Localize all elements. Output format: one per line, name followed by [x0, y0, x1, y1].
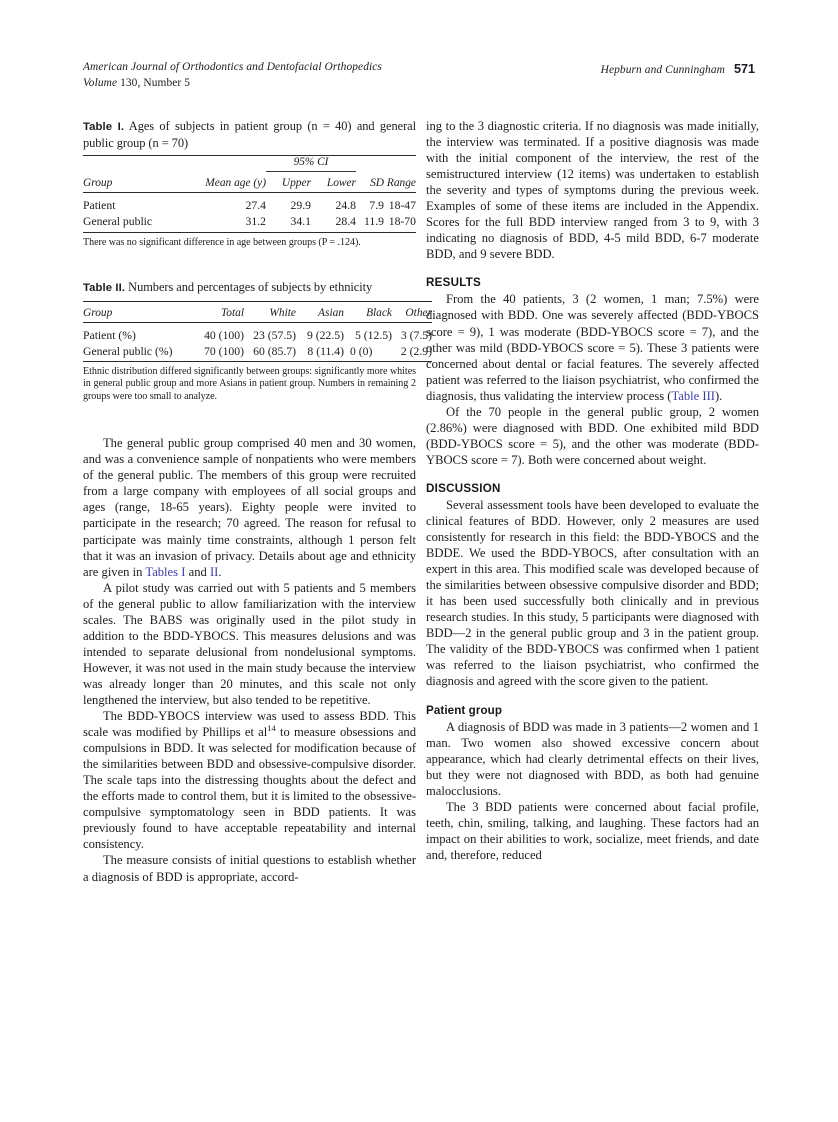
table-2-col-white: White — [244, 301, 296, 322]
table-1-col-sd: SD — [356, 172, 384, 193]
running-head-right — [601, 60, 755, 78]
right-column-text — [426, 118, 759, 863]
page-number: 571 — [733, 62, 755, 76]
table-2-r0-c3: 9 (22.5) — [306, 328, 344, 342]
table-2-r0-c2: 23 (57.5) — [253, 328, 296, 342]
table-row — [83, 193, 416, 213]
paragraph-bdd-ybocs-interview: The BDD-YBOCS interview was used to assess BDD. This scale was modified by Phillips et al$^{14}$ to measure obsessions and compulsions in BDD. It was selected for modification because of the similarities between BDD and obsessive-compulsive disorder. The scale taps into the distressing thoughts about the defect and the efforts made to control them, but it is limited to the obsessive-compulsive symptomatology seen in BDD patients. It was previously found to have acceptable repeatability and internal consistency. — [83, 709, 416, 852]
paragraph-patient-group-diagnosis: A diagnosis of BDD was made in 3 patients—2 women and 1 man. Two women also showed excessive concern about appearance, which had clearly detrimental effects on their lives, but they were not diagnosed with BDD, as both had genuine malocclusions. — [426, 719, 759, 798]
table-2-r1-c2: 60 (85.7) — [244, 342, 296, 362]
table-2-label: Table II. — [83, 282, 126, 295]
table-1 — [83, 155, 416, 233]
running-head — [83, 60, 755, 94]
table-2-block — [83, 279, 432, 403]
table-xref-link[interactable]: Tables I — [145, 564, 186, 579]
journal-title: American Journal of Orthodontics and Dentofacial Orthopedics — [83, 61, 382, 73]
table-2-caption — [83, 279, 416, 296]
article-authors: Hepburn and Cunningham — [600, 64, 725, 76]
table-1-r1-c5: 18-70 — [384, 212, 416, 232]
table-2-r0-c5: 3 (7.5) — [400, 328, 432, 342]
table-1-span-row — [83, 156, 416, 170]
heading-results: RESULTS — [426, 276, 481, 290]
table-1-col-lower: Lower — [311, 172, 356, 193]
table-2-note: Ethnic distribution differed significantly between groups: significantly more whites in general public group and more Asians in patient group. Numbers in remaining 2 groups were too small to analyze. — [83, 366, 416, 402]
table-2-r0-c4: 5 (12.5) — [354, 328, 392, 342]
running-head-left — [83, 60, 382, 91]
table-1-caption — [83, 118, 416, 151]
table-1-r0-c4: 7.9 — [369, 199, 384, 213]
table-1-note: There was no significant difference in age between groups (P = .124). — [83, 236, 361, 248]
table-1-r0-c1: 27.4 — [245, 199, 266, 213]
table-2-col-total: Total — [196, 301, 244, 322]
table-row — [83, 212, 416, 232]
table-1-r0-c3: 24.8 — [335, 199, 356, 213]
table-2-header-row — [83, 301, 432, 322]
table-1-r1-c0: General public — [83, 212, 183, 232]
volume-line: Volume 130, Number 5 — [83, 76, 191, 89]
heading-patient-group: Patient group — [426, 703, 503, 717]
table-1-col-upper: Upper — [266, 172, 311, 193]
table-1-caption-text: Ages of subjects in patient group (n = 40) and general public group (n = 70) — [83, 119, 416, 151]
table-xref-link[interactable]: Table III — [671, 388, 715, 403]
paragraph-discussion-assessment-tools: Several assessment tools have been developed to evaluate the clinical features of BDD. However, only 2 measures are used consistently for research in this field: the BDD-YBOCS and the BDDE. We used the BDD-YBOCS, after consultation with an expert in this area. This modified scale was developed because of the similarities between obsessive compulsive disorder and BDD; it has been used successfully both clinically and in previous research studies. In this study, 5 participants were diagnosed with BDD—2 in the general public group and 3 in the patient group. The validity of the BDD-YBOCS was confirmed when 1 patient was referred to the liaison psychiatrist, who confirmed the diagnosis and agreed with the score given to the patient. — [426, 497, 759, 689]
table-2-col-asian: Asian — [296, 301, 344, 322]
table-1-block — [83, 118, 416, 249]
table-1-r1-c1: 31.2 — [183, 212, 266, 232]
table-2-r1-c1: 70 (100) — [196, 342, 244, 362]
paragraph-pilot-study: A pilot study was carried out with 5 patients and 5 members of the general public to allow familiarization with the interview scales. The BABS was originally used in the pilot study in addition to the BDD-YBOCS. This measures delusions and was intended to separate delusional from nondelusional symptoms. However, it was not used in the main study because the interview was already longer than 20 minutes, and this scale not only lengthened the interview, but also tended to be repetitive. — [83, 580, 416, 707]
paragraph-general-public-group: The general public group comprised 40 men and 30 women, and was a convenience sample of nonpatients who were members of the general public. The members of this group were recruited from a large company with employees of all social groups and ages (range, 18-65 years). Eighty people were invited to participate in the research; 70 agreed. The reason for refusal to participate was mainly time constraints, although 1 person felt that it was an invasion of privacy. Details about age and ethnicity are given in Tables I and II. — [83, 436, 416, 579]
table-2-col-black: Black — [344, 301, 392, 322]
heading-discussion: DISCUSSION — [426, 481, 501, 495]
right-column — [426, 118, 759, 863]
table-2-r0-c0: Patient (%) — [83, 328, 136, 342]
table-1-r0-c5: 18-47 — [388, 199, 416, 213]
table-2-r1-c5: 2 (2.9) — [392, 342, 432, 362]
paragraph-diagnostic-criteria-continued: ing to the 3 diagnostic criteria. If no diagnosis was made initially, the interview was terminated. If a positive diagnosis was made with the initial component of the interview, the rest of the semistructured interview (12 items) was undertaken to establish the severity and types of symptoms during the previous week. Examples of some of these items are included in the Appendix. Scores for the full BDD interview ranged from 3 to 9, with 3 indicating no diagnosis of BDD, 4-5 mild BDD, 6-7 moderate BDD, and 9 severe BDD. — [426, 119, 759, 262]
table-1-header-row — [83, 172, 416, 193]
table-1-r0-c0: Patient — [83, 199, 116, 213]
table-1-r1-c2: 34.1 — [266, 212, 311, 232]
table-xref-link[interactable]: II — [209, 564, 219, 579]
table-1-r1-c4: 11.9 — [356, 212, 384, 232]
table-row — [83, 342, 432, 362]
table-2-r1-c4: 0 (0) — [344, 342, 392, 362]
left-column-text — [83, 435, 416, 884]
table-1-col-mean-age: Mean age (y) — [183, 172, 266, 193]
table-2-r1-c3: 8 (11.4) — [296, 342, 344, 362]
paragraph-results-general-public: Of the 70 people in the general public group, 2 women (2.86%) were diagnosed with BDD. One exhibited mild BDD (BDD-YBOCS score = 5), and the other was moderate (BDD-YBOCS score = 7). Both were concerned about weight. — [426, 404, 759, 467]
table-2-r0-c1: 40 (100) — [204, 328, 244, 342]
paragraph-bdd-patients-concerns: The 3 BDD patients were concerned about facial profile, teeth, chin, smiling, talking, and laughing. These factors had an impact on their abilities to work, socialize, meet friends, and date and, therefore, reduced — [426, 799, 759, 862]
table-1-col-range: Range — [384, 172, 416, 193]
table-2 — [83, 301, 432, 363]
table-2-col-other: Other — [392, 301, 432, 322]
left-column — [83, 118, 432, 885]
paragraph-results-patients: From the 40 patients, 3 (2 women, 1 man; 7.5%) were diagnosed with BDD. One was severely affected (BDD-YBOCS score = 9), 1 was moderate (BDD-YBOCS score = 7), and the other was mild (BDD-YBOCS score = 5). These 3 patients were concerned about dental or facial features. The severely affected patient was referred to the liaison psychiatrist, who confirmed the diagnosis, thus validating the interview process (Table III). — [426, 292, 759, 403]
table-row — [83, 322, 432, 342]
table-1-span-header: 95% CI — [266, 156, 356, 170]
table-2-r1-c0: General public (%) — [83, 342, 196, 362]
table-2-caption-text: Numbers and percentages of subjects by ethnicity — [125, 280, 373, 295]
reference-superscript[interactable]: 14 — [267, 723, 276, 734]
table-2-col-group: Group — [83, 301, 196, 322]
table-1-col-group: Group — [83, 172, 183, 193]
table-1-label: Table I. — [83, 121, 125, 133]
table-1-r1-c3: 28.4 — [311, 212, 356, 232]
table-1-r0-c2: 29.9 — [290, 199, 311, 213]
paragraph-measure-consists: The measure consists of initial questions to establish whether a diagnosis of BDD is appropriate, accord- — [83, 853, 416, 884]
